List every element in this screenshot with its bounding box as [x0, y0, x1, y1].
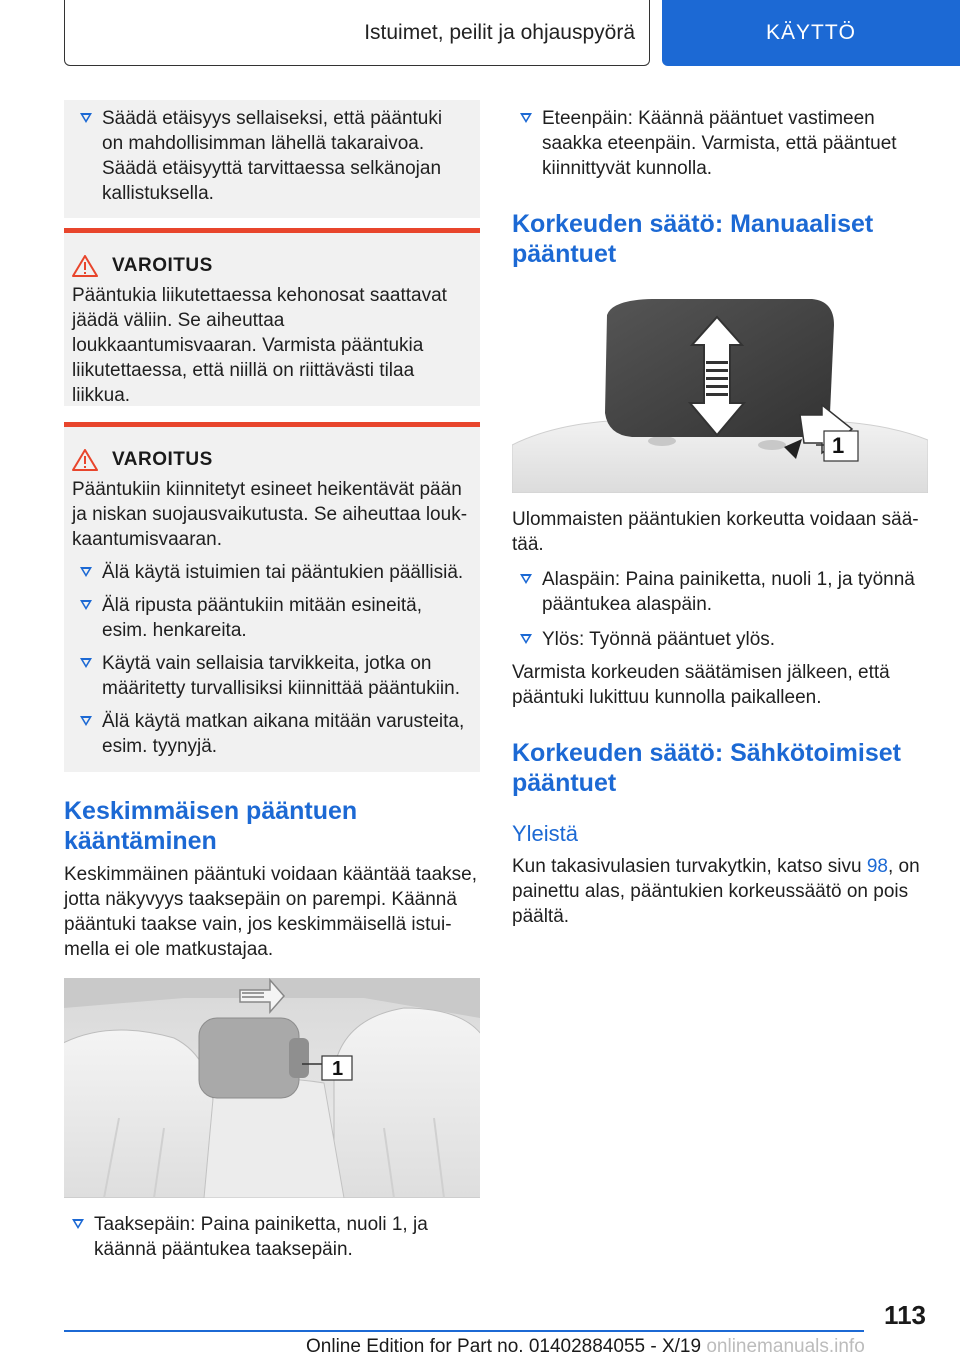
- warning-box-2: [64, 422, 480, 772]
- section-label: KÄYTTÖ: [765, 21, 856, 44]
- warning-title: VAROITUS: [112, 449, 213, 470]
- list-item: Älä käytä istuimien tai pääntukien päällisiä.: [72, 560, 468, 585]
- bullet-triangle-icon: [520, 113, 532, 123]
- bullet-triangle-icon: [80, 567, 92, 577]
- bullet-triangle-icon: [72, 1219, 84, 1229]
- warning-triangle-icon: [72, 255, 98, 277]
- paragraph: Ulommaisten pääntukien korkeutta voidaan säätää.: [512, 509, 919, 555]
- headrest-illustration: [512, 295, 928, 493]
- list-item: Käytä vain sellaisia tarvikkeita, jotka on määritetty turvallisiksi kiinnittää pääntukiin.: [72, 651, 468, 701]
- section-heading: Keskimmäisen pääntuen kääntäminen: [64, 797, 358, 855]
- bullet-triangle-icon: [80, 716, 92, 726]
- rear-seat-illustration: [64, 978, 480, 1198]
- list-item: [72, 106, 468, 206]
- list-item: Eteenpäin: Käännä pääntuet vastimeen saakka eteenpäin. Varmista, että pääntuet kiinnittyvät kunnolla.: [512, 106, 928, 181]
- chapter-title: Istuimet, peilit ja ohjauspyörä: [364, 20, 635, 44]
- section-heading: Korkeuden säätö: Manuaaliset pääntuet: [512, 210, 874, 268]
- warning-text: Pääntukiin kiinnitetyt esineet heikentävät pään ja niskan suojausvaikutusta. Se aiheuttaa loukkaantumisvaaran.: [72, 479, 468, 550]
- warning-text: Pääntukia liikutettaessa kehonosat saattavat jäädä väliin. Se aiheuttaa loukkaantumisvaaran. Varmista pääntukia liikutettaessa, että niillä on riittävästi tilaa liikkua.: [72, 285, 447, 406]
- paragraph: Varmista korkeuden säätämisen jälkeen, että pääntuki lukittuu kunnolla paikalleen.: [512, 662, 890, 708]
- page-number: 113: [884, 1300, 926, 1330]
- paragraph: Keskimmäinen pääntuki voidaan kääntää taakse, jotta näkyvyys taaksepäin on parempi. Käännä pääntuki taakse vain, jos keskimmäisellä istuimella ei ole matkustajaa.: [64, 864, 477, 960]
- footer-divider: [64, 1330, 864, 1332]
- bullet-triangle-icon: [520, 574, 532, 584]
- list-item: Älä ripusta pääntukiin mitään esineitä, esim. henkareita.: [72, 593, 468, 643]
- subheading: Yleistä: [512, 821, 579, 846]
- section-heading: Korkeuden säätö: Sähkötoimiset pääntuet: [512, 739, 901, 797]
- warning-title: VAROITUS: [112, 255, 213, 276]
- left-column: [64, 100, 480, 1262]
- warning-box-1: [64, 228, 480, 406]
- right-column: [512, 100, 928, 929]
- list-item: Alaspäin: Paina painiketta, nuoli 1, ja työnnä pääntukea alaspäin.: [512, 567, 928, 617]
- section-tab[interactable]: [662, 0, 960, 66]
- list-item: Ylös: Työnnä pääntuet ylös.: [512, 627, 928, 652]
- footer-watermark: onlinemanuals.info: [706, 1336, 865, 1357]
- bullet-triangle-icon: [80, 600, 92, 610]
- intro-bullet-text: Säädä etäisyys sellaiseksi, että pääntuki on mahdollisimman lähellä takaraivoa. Säädä etäisyyttä tarvittaessa selkänojan kallistuksella.: [102, 108, 443, 204]
- list-item: Älä käytä matkan aikana mitään varusteita, esim. tyynyjä.: [72, 709, 468, 759]
- center-headrest-figure: [64, 978, 480, 1198]
- headrest-height-figure: [512, 295, 928, 493]
- warning-triangle-icon: [72, 449, 98, 471]
- list-item: Taaksepäin: Paina painiketta, nuoli 1, ja käännä pääntukea taaksepäin.: [64, 1212, 480, 1262]
- paragraph: Kun takasivulasien turvakytkin, katso sivu 98, on painettu alas, pääntukien korkeussäätö on pois päältä.: [512, 856, 920, 927]
- bullet-triangle-icon: [80, 658, 92, 668]
- page-header: [0, 0, 960, 66]
- intro-box: [64, 100, 480, 218]
- page-reference-link[interactable]: 98: [866, 856, 888, 877]
- footer-edition: Online Edition for Part no. 01402884055 - X/19 onlinemanuals.info: [306, 1336, 865, 1357]
- bullet-triangle-icon: [520, 634, 532, 644]
- figure-callout-number: 1: [332, 1058, 344, 1080]
- chapter-header: [64, 0, 650, 66]
- bullet-triangle-icon: [80, 113, 92, 123]
- figure-callout-number: 1: [832, 433, 845, 458]
